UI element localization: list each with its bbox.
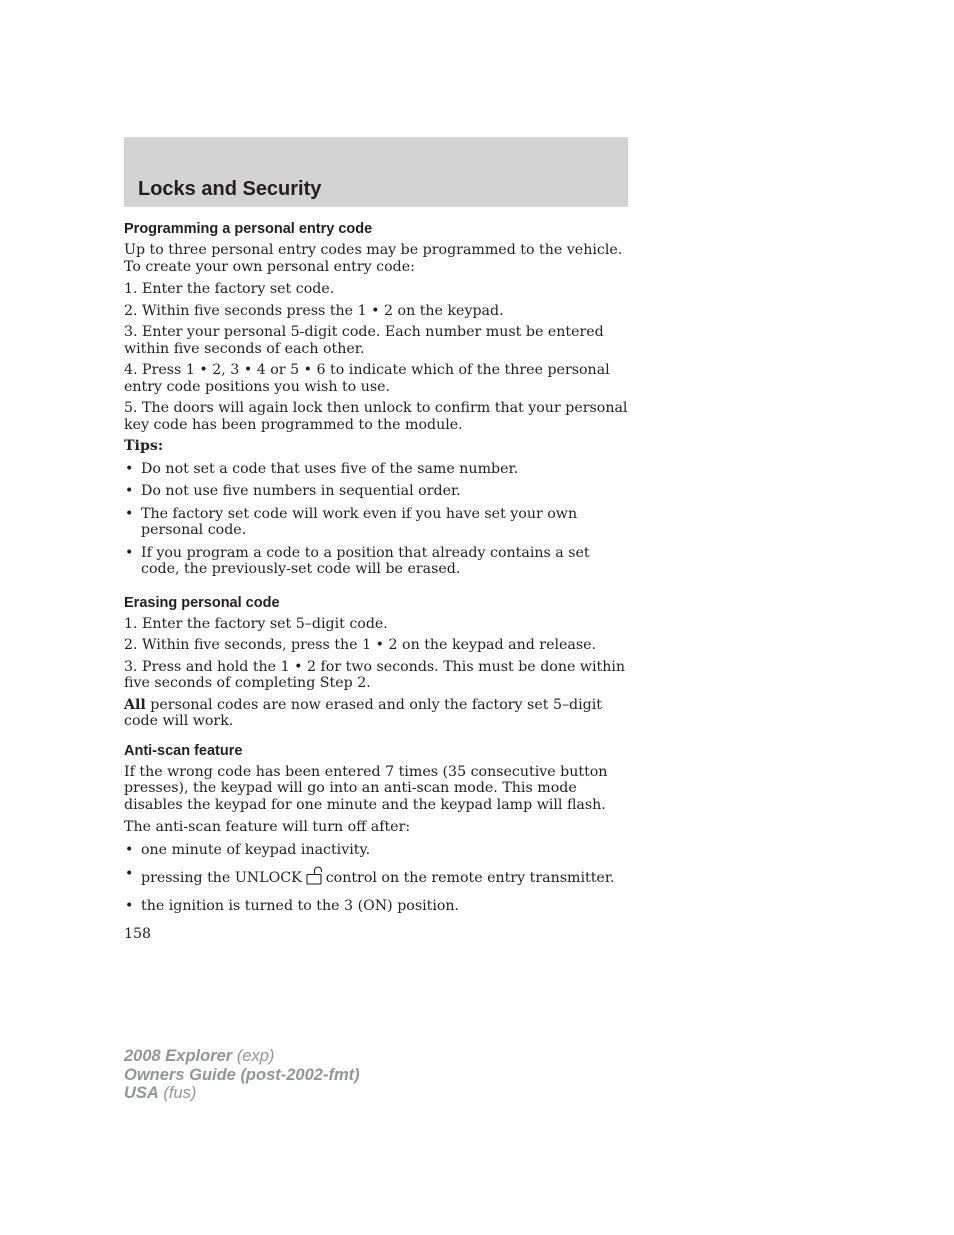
antiscan-text: one minute of keypad inactivity. bbox=[141, 841, 371, 858]
tip-text: The factory set code will work even if you have set your own personal code. bbox=[141, 505, 578, 538]
section-antiscan bbox=[124, 742, 628, 915]
antiscan-list bbox=[124, 842, 628, 915]
footer-line bbox=[124, 1047, 360, 1066]
section-erasing bbox=[124, 594, 628, 730]
antiscan-text: the ignition is turned to the 3 (ON) position. bbox=[141, 897, 460, 914]
programming-step: 5. The doors will again lock then unlock to confirm that your personal key code has been programmed to the module. bbox=[124, 400, 628, 433]
erasing-note bbox=[124, 697, 628, 730]
chapter-header-band bbox=[124, 137, 628, 207]
page-content bbox=[124, 220, 628, 920]
erasing-note-bold: All bbox=[124, 696, 146, 713]
tip-item bbox=[124, 545, 628, 578]
chapter-title: Locks and Security bbox=[138, 178, 322, 200]
bullet: • bbox=[125, 505, 134, 522]
tip-item bbox=[124, 506, 628, 539]
bullet: • bbox=[125, 897, 134, 914]
antiscan-text: control on the remote entry transmitter. bbox=[325, 870, 615, 886]
section-programming bbox=[124, 220, 628, 578]
programming-step: 4. Press 1 • 2, 3 • 4 or 5 • 6 to indicate which of the three personal entry code positions you wish to use. bbox=[124, 362, 610, 395]
section-heading-programming: Programming a personal entry code bbox=[124, 221, 373, 237]
tip-text: Do not use five numbers in sequential order. bbox=[141, 483, 461, 499]
bullet: • bbox=[125, 460, 134, 477]
erasing-step: 2. Within five seconds, press the 1 • 2 on the keypad and release. bbox=[124, 637, 597, 653]
tip-text: If you program a code to a position that already contains a set code, the previously-set code will be erased. bbox=[141, 544, 590, 577]
antiscan-text: pressing the UNLOCK bbox=[141, 870, 302, 886]
footer-line bbox=[124, 1066, 360, 1085]
programming-step: 2. Within five seconds press the 1 • 2 on the keypad. bbox=[124, 302, 504, 319]
programming-step: 3. Enter your personal 5-digit code. Each number must be entered within five seconds of each other. bbox=[124, 324, 604, 357]
footer-market: USA bbox=[124, 1084, 159, 1102]
antiscan-item bbox=[124, 898, 628, 915]
footer-model-code: (exp) bbox=[232, 1047, 275, 1065]
section-heading-erasing: Erasing personal code bbox=[124, 594, 280, 611]
bullet: • bbox=[125, 544, 134, 561]
erasing-note-text: personal codes are now erased and only the factory set 5–digit code will work. bbox=[124, 696, 602, 729]
intro-paragraph: Up to three personal entry codes may be programmed to the vehicle. To create your own personal entry code: bbox=[124, 242, 623, 275]
tip-item bbox=[124, 461, 628, 478]
unlock-icon bbox=[306, 866, 322, 890]
erasing-step: 1. Enter the factory set 5–digit code. bbox=[124, 615, 388, 632]
bullet: • bbox=[125, 866, 134, 882]
erasing-step: 3. Press and hold the 1 • 2 for two seconds. This must be done within five seconds of completing Step 2. bbox=[124, 658, 626, 691]
antiscan-paragraph: If the wrong code has been entered 7 times (35 consecutive button presses), the keypad will go into an anti-scan mode. This mode disables the keypad for one minute and the keypad lamp will flash. bbox=[124, 763, 608, 813]
antiscan-turnoff-intro: The anti-scan feature will turn off after: bbox=[124, 819, 411, 835]
footer-market-code: (fus) bbox=[158, 1084, 197, 1102]
antiscan-item bbox=[124, 842, 628, 859]
antiscan-item bbox=[124, 866, 628, 890]
section-heading-antiscan: Anti-scan feature bbox=[124, 742, 243, 759]
page-number: 158 bbox=[124, 926, 152, 942]
tips-label: Tips: bbox=[124, 438, 164, 454]
footer-doc-info bbox=[124, 1047, 360, 1103]
footer-line bbox=[124, 1084, 360, 1103]
bullet: • bbox=[125, 483, 134, 499]
footer-guide: Owners Guide (post-2002-fmt) bbox=[124, 1065, 360, 1084]
programming-step: 1. Enter the factory set code. bbox=[124, 281, 335, 297]
tip-item bbox=[124, 483, 628, 500]
tip-text: Do not set a code that uses five of the same number. bbox=[141, 460, 519, 477]
bullet: • bbox=[125, 841, 134, 858]
tips-list bbox=[124, 461, 628, 578]
footer-model: 2008 Explorer bbox=[124, 1047, 233, 1065]
